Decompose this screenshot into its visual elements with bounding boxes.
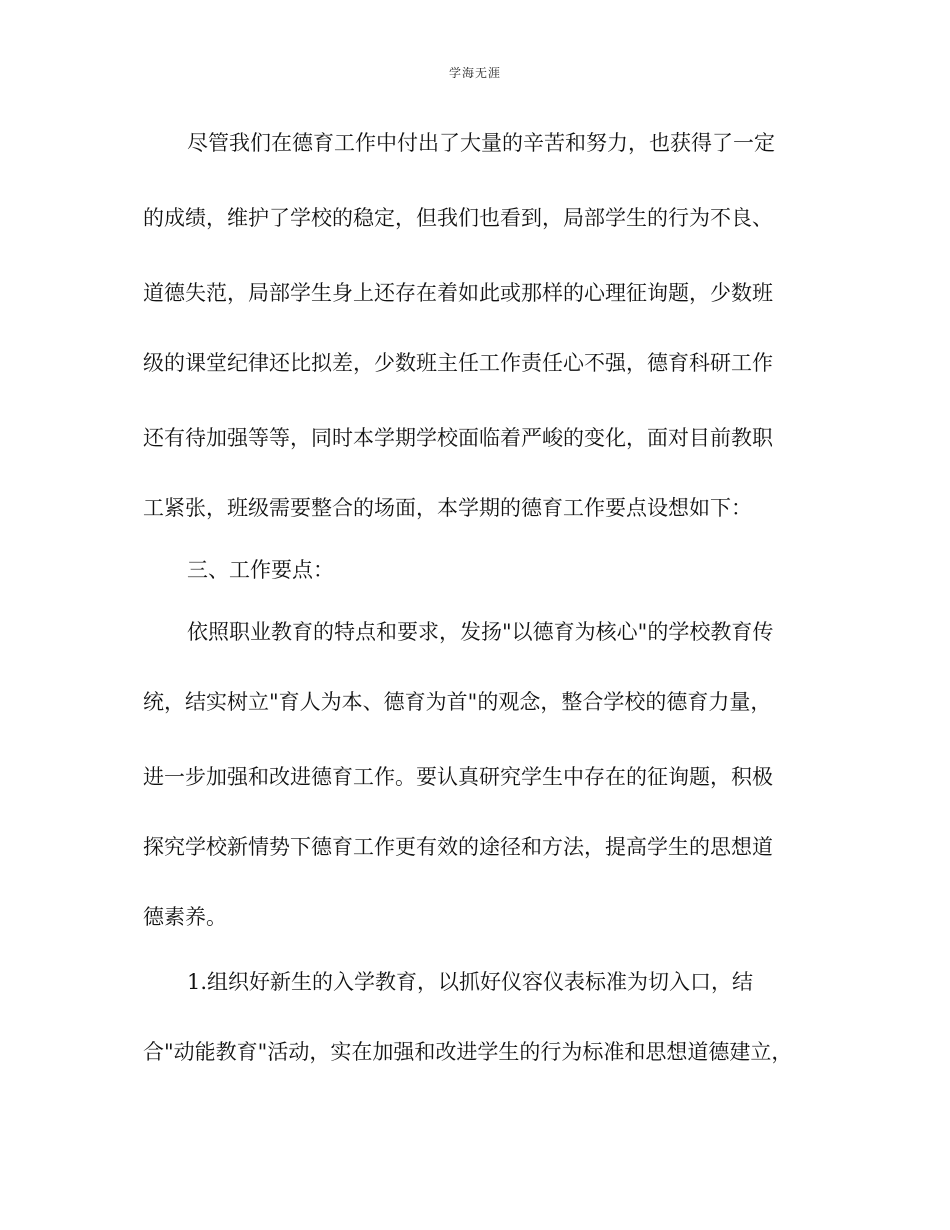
paragraph-line: 还有待加强等等，同时本学期学校面临着严峻的变化，面对目前教职 (143, 426, 773, 450)
paragraph-line: 级的课堂纪律还比拟差，少数班主任工作责任心不强，德育科研工作 (143, 351, 773, 375)
paragraph-line: 尽管我们在德育工作中付出了大量的辛苦和努力，也获得了一定 (187, 131, 775, 155)
paragraph-line: 统，结实树立"育人为本、德育为首"的观念，整合学校的德育力量， (143, 690, 772, 714)
paragraph-line: 进一步加强和改进德育工作。要认真研究学生中存在的征询题，积极 (143, 765, 773, 789)
paragraph-line: 探究学校新情势下德育工作更有效的途径和方法，提高学生的思想道 (143, 835, 773, 859)
page-header: 学海无涯 (448, 66, 501, 80)
paragraph-line: 合"动能教育"活动，实在加强和改进学生的行为标准和思想道德建立， (143, 1040, 793, 1064)
paragraph-line: 的成绩，维护了学校的稳定，但我们也看到，局部学生的行为不良、 (143, 206, 773, 230)
list-item-line: 1.组织好新生的入学教育，以抓好仪容仪表标准为切入口，结 (187, 970, 754, 994)
paragraph-line: 依照职业教育的特点和要求，发扬"以德育为核心"的学校教育传 (187, 620, 774, 644)
paragraph-line: 工紧张，班级需要整合的场面，本学期的德育工作要点设想如下： (143, 496, 752, 520)
paragraph-line: 道德失范，局部学生身上还存在着如此或那样的心理征询题，少数班 (143, 281, 773, 305)
paragraph-line: 德素养。 (143, 905, 227, 929)
section-heading: 三、工作要点： (187, 558, 334, 582)
